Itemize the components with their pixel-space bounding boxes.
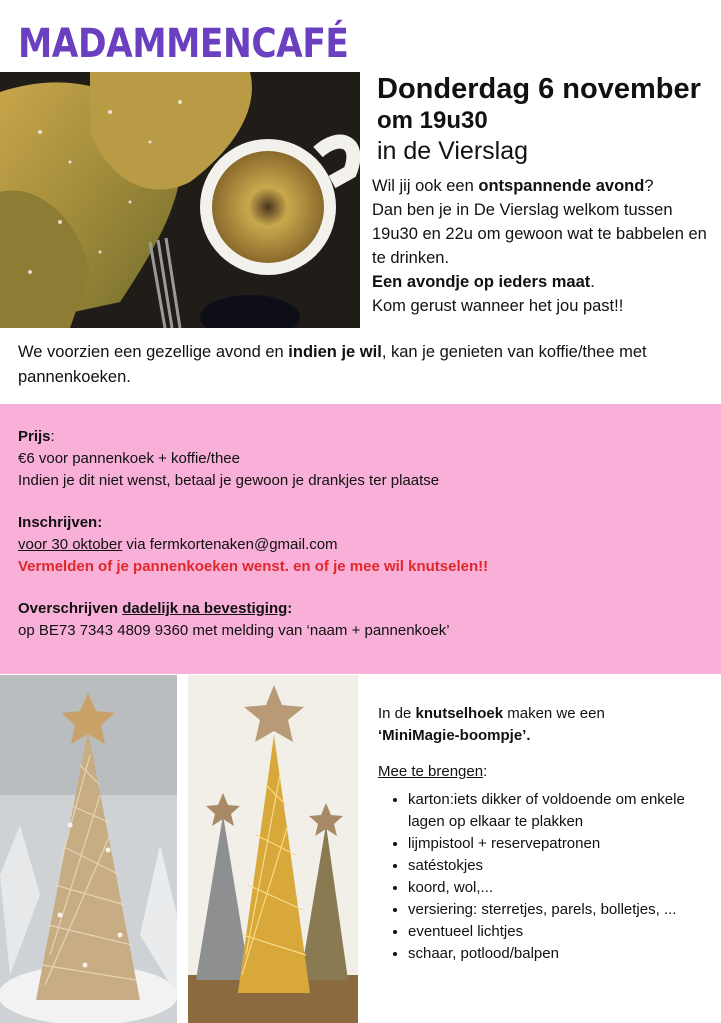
list-item: • karton:iets dikker of voldoende om enkele lagen op elkaar te plakken [408,789,713,833]
registration-label: Inschrijven: [18,514,103,531]
golden-cone-trees-photo [188,675,358,1023]
list-item: • eventueel lichtjes [408,921,713,943]
list-item: • versiering: sterretjes, parels, bolletjes, ... [408,899,713,921]
craft-section [378,703,713,965]
registration-email[interactable]: via fermkortenaken@gmail.com [122,536,338,553]
page-title: MADAMMENCAFÉ [18,21,349,67]
intro-tagline-period: . [590,273,595,291]
info-text [18,426,708,642]
list-item: • satéstokjes [408,855,713,877]
craft-project: ‘MiniMagie-boompje’. [378,727,531,744]
transfer-details: op BE73 7343 4809 9360 met melding van ‘naam + pannenkoek’ [18,622,450,639]
craft-intro-post: maken we een [503,705,605,722]
intro-line-2: Dan ben je in De Vierslag welkom tussen 19u30 en 22u om gewoon wat te babbelen en te drinken. [372,201,707,267]
price-colon: : [50,428,55,445]
intro-text [372,174,717,318]
transfer-label-colon: : [287,600,293,617]
price-label: Prijs [18,428,51,445]
event-date: Donderdag 6 november [377,73,701,105]
list-item: • koord, wol,... [408,877,713,899]
offer-bold: indien je wil [288,343,382,361]
intro-highlight: ontspannende avond [478,177,645,195]
offer-post: , kan je genieten van koffie/thee met pannenkoeken. [18,343,647,386]
bring-colon: : [483,763,488,780]
list-item: • lijmpistool + reservepatronen [408,833,713,855]
intro-tagline: Een avondje op ieders maat [372,273,591,291]
pancakes-coffee-photo [0,72,360,328]
registration-warning: Vermelden of je pannenkoeken wenst. en of je mee wil knutselen!! [18,558,489,575]
transfer-label: Overschrijven [18,600,123,617]
yarn-cone-tree-photo [0,675,177,1023]
intro-question-mark: ? [644,177,654,195]
price-line-1: €6 voor pannenkoek + koffie/thee [18,450,240,467]
intro-line-1: Wil jij ook een [372,177,479,195]
transfer-label-underlined: dadelijk na bevestiging [122,600,288,617]
registration-deadline: voor 30 oktober [18,536,123,553]
craft-corner: knutselhoek [415,705,504,722]
offer-text [18,340,658,390]
price-line-2: Indien je dit niet wenst, betaal je gewoon je drankjes ter plaatse [18,472,440,489]
event-place: in de Vierslag [377,137,529,165]
intro-line-4: Kom gerust wanneer het jou past!! [372,297,624,315]
offer-pre: We voorzien een gezellige avond en [18,343,289,361]
bring-label: Mee te brengen [378,763,484,780]
bring-list [378,789,713,965]
craft-intro-pre: In de [378,705,416,722]
list-item: • schaar, potlood/balpen [408,943,713,965]
event-time: om 19u30 [377,107,488,134]
